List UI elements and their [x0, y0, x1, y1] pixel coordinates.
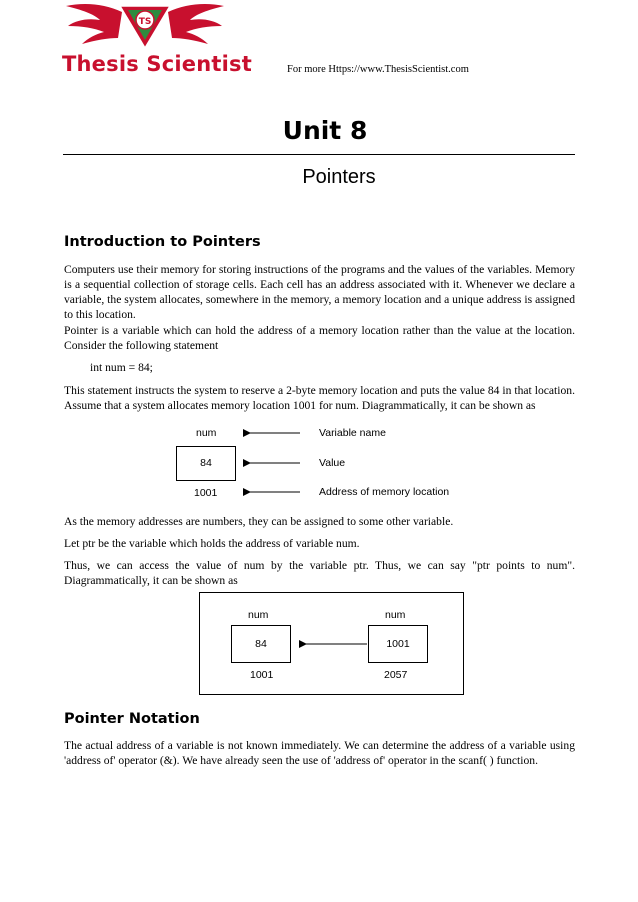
more-info-link[interactable]: For more Https://www.ThesisScientist.com — [287, 64, 469, 75]
logo-text: Thesis Scientist — [62, 52, 252, 76]
pointer-diagram-right-value: 1001 — [386, 638, 410, 650]
paragraph-intro-3: This statement instructs the system to reserve a 2-byte memory location and puts the value 84 in that location. Assume that a system allocates memory location 1001 for num. Diagrammatically, it can be shown as — [64, 384, 575, 412]
label-variable-name: Variable name — [319, 427, 386, 439]
pointer-diagram-right-name: num — [385, 609, 406, 621]
label-value: Value — [319, 457, 346, 469]
pointer-diagram-left-value: 84 — [255, 638, 267, 650]
paragraph-intro-5: Let ptr be the variable which holds the address of variable num. — [64, 537, 360, 550]
pointer-diagram-right-address: 2057 — [384, 669, 408, 681]
code-statement: int num = 84; — [90, 361, 153, 374]
label-address: Address of memory location — [319, 486, 450, 498]
pointer-diagram-left-name: num — [248, 609, 269, 621]
diagram-value: 84 — [200, 457, 212, 469]
paragraph-notation-1: The actual address of a variable is not known immediately. We can determine the address of a variable using 'address of' operator (&). We have already seen the use of 'address of' operator in the scanf( ) function. — [64, 739, 575, 767]
section-heading-pointer-notation: Pointer Notation — [64, 711, 200, 727]
diagram-var-name: num — [196, 427, 217, 439]
paragraph-intro-2: Pointer is a variable which can hold the address of a memory location rather than the value at the location. Consider the following statement — [64, 324, 575, 352]
paragraph-intro-4: As the memory addresses are numbers, they can be assigned to some other variable. — [64, 515, 454, 528]
unit-title: Unit 8 — [282, 116, 368, 145]
paragraph-intro-6: Thus, we can access the value of num by the variable ptr. Thus, we can say "ptr points to num". Diagrammatically, it can be shown as — [64, 559, 575, 587]
section-heading-introduction: Introduction to Pointers — [64, 234, 261, 250]
pointer-diagram-left-address: 1001 — [250, 669, 274, 681]
svg-text:TS: TS — [138, 17, 152, 27]
chapter-subtitle: Pointers — [302, 166, 376, 188]
diagram-address: 1001 — [194, 487, 218, 499]
paragraph-intro-1: Computers use their memory for storing instructions of the programs and the values of the variables. Memory is a sequential collection of storage cells. Each cell has an address associated with it. Whenever we declare a variable, the system allocates, somewhere in the memory, a memory location and a unique address is assigned to this location. — [64, 263, 575, 321]
